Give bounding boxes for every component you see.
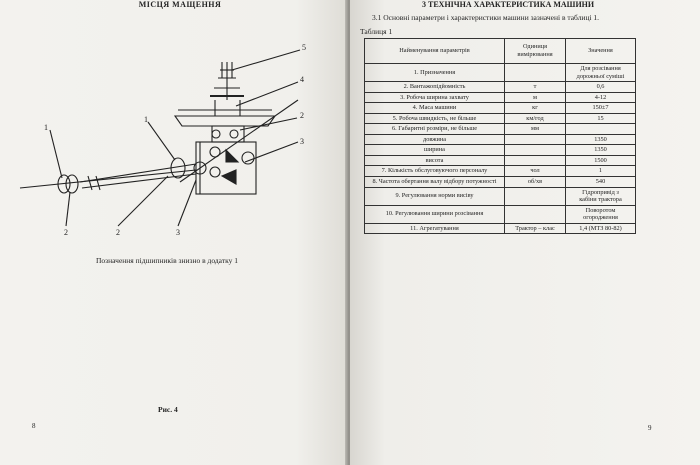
- value-line: 540: [595, 178, 606, 186]
- table-row: [365, 113, 636, 124]
- bearing-circle: [230, 130, 238, 138]
- value-line: 4-12: [594, 93, 607, 101]
- value-line: дорожньої суміші: [576, 72, 625, 80]
- parameter-unit: [505, 205, 566, 223]
- column-header: Значення: [566, 39, 636, 64]
- bevel-gear: [222, 170, 236, 184]
- leader-line: [178, 180, 196, 226]
- parameter-value: [566, 64, 636, 82]
- parameter-unit: Трактор – клас: [505, 223, 566, 234]
- parameter-unit: [505, 187, 566, 205]
- parameter-name: 6. Габаритні розміри, не більше: [365, 124, 505, 135]
- bevel-gear: [226, 150, 238, 162]
- parameter-name: 2. Вантажопідйомність: [365, 82, 505, 93]
- parameter-unit: т: [505, 82, 566, 93]
- value-line: 150±7: [592, 104, 609, 112]
- value-line: 1,4 (МТЗ 80-82): [579, 224, 622, 232]
- parameter-unit: [505, 134, 566, 145]
- parameter-value: [566, 103, 636, 114]
- spinner-disc: [175, 116, 275, 126]
- figure-caption: Позначення підшипників знизно в додатку 1: [96, 256, 239, 265]
- parameter-name: 11. Агрегатування: [365, 223, 505, 234]
- parameter-name: 3. Робоча ширина захвату: [365, 92, 505, 103]
- table-row: [365, 92, 636, 103]
- parameter-name: ширина: [365, 145, 505, 156]
- callout-label: 5: [302, 43, 306, 52]
- value-line: 1350: [594, 146, 607, 154]
- parameter-unit: об/хв: [505, 177, 566, 188]
- parameter-value: [566, 223, 636, 234]
- callout-label: 3: [300, 137, 304, 146]
- value-line: 15: [597, 114, 604, 122]
- left-page: [0, 0, 348, 465]
- table-row: [365, 103, 636, 114]
- parameter-name: висота: [365, 155, 505, 166]
- value-line: 0,6: [596, 83, 605, 91]
- leader-line: [245, 142, 298, 162]
- table-header-row: [365, 39, 636, 64]
- leader-line: [66, 192, 70, 226]
- parameter-name: 5. Робоча швидкість, не більше: [365, 113, 505, 124]
- callout-label: 2: [300, 111, 304, 120]
- callout-label: 1: [144, 115, 148, 124]
- section-intro: 3.1 Основні параметри і характеристики машини зазначені в таблиці 1.: [372, 13, 600, 22]
- parameter-unit: м: [505, 92, 566, 103]
- parameter-name: довжина: [365, 134, 505, 145]
- right-page: [350, 0, 700, 465]
- section-title: 3 ТЕХНІЧНА ХАРАКТЕРИСТИКА МАШИНИ: [422, 0, 595, 9]
- parameter-unit: чол: [505, 166, 566, 177]
- parameter-value: [566, 134, 636, 145]
- value-line: Гідропривід з: [582, 188, 619, 196]
- table-row: [365, 166, 636, 177]
- leader-line: [240, 118, 297, 130]
- bearing-circle: [242, 152, 254, 164]
- bearing-circle: [210, 167, 220, 177]
- parameter-name: 1. Призначення: [365, 64, 505, 82]
- value-line: 1: [598, 167, 603, 175]
- parameter-value: [566, 166, 636, 177]
- spec-table: [364, 38, 636, 234]
- table-label: Таблиця 1: [360, 27, 393, 36]
- callout-label: 4: [300, 75, 304, 84]
- column-header: Одиниця вимірювання: [505, 39, 566, 64]
- table-row: [365, 223, 636, 234]
- value-line: кабіни трактора: [579, 196, 622, 204]
- page-number: 8: [32, 422, 36, 430]
- value-line: Поворотом: [585, 206, 616, 214]
- value-line: огородження: [583, 214, 618, 222]
- parameter-unit: км/год: [505, 113, 566, 124]
- callout-label: 3: [176, 228, 180, 237]
- value-line: Для розсівання: [580, 65, 621, 72]
- parameter-value: [566, 177, 636, 188]
- table-row: [365, 82, 636, 93]
- parameter-value: [566, 155, 636, 166]
- parameter-name: 8. Частота обертання валу відбору потужності: [365, 177, 505, 188]
- table-row: [365, 124, 636, 135]
- leader-line: [236, 82, 298, 106]
- parameter-value: [566, 187, 636, 205]
- bearing-circle: [210, 147, 220, 157]
- table-row: [365, 155, 636, 166]
- callout-label: 1: [44, 123, 48, 132]
- parameter-value: [566, 113, 636, 124]
- parameter-unit: [505, 155, 566, 166]
- leader-line: [180, 100, 298, 182]
- figure-label: Рис. 4: [158, 405, 178, 414]
- table-row: [365, 205, 636, 223]
- parameter-unit: [505, 145, 566, 156]
- table-row: [365, 64, 636, 82]
- parameter-unit: кг: [505, 103, 566, 114]
- parameter-value: [566, 124, 636, 135]
- leader-line: [148, 122, 175, 160]
- lubrication-diagram: [0, 30, 340, 250]
- value-line: 1350: [594, 135, 607, 143]
- parameter-name: 7. Кількість обслуговуючого персоналу: [365, 166, 505, 177]
- table-row: [365, 177, 636, 188]
- parameter-value: [566, 92, 636, 103]
- callout-label: 2: [116, 228, 120, 237]
- parameter-unit: [505, 64, 566, 82]
- parameter-unit: мм: [505, 124, 566, 135]
- parameter-name: 4. Маса машини: [365, 103, 505, 114]
- column-header: Найменування параметрів: [365, 39, 505, 64]
- leader-line: [118, 176, 168, 226]
- table-row: [365, 134, 636, 145]
- leader-line: [232, 50, 300, 70]
- table-row: [365, 145, 636, 156]
- page-number: 9: [648, 424, 652, 432]
- parameter-value: [566, 82, 636, 93]
- leader-line: [50, 130, 62, 178]
- value-line: 1500: [594, 156, 607, 164]
- callout-label: 2: [64, 228, 68, 237]
- parameter-value: [566, 205, 636, 223]
- left-page-header: МІСЦЯ МАЩЕННЯ: [138, 0, 222, 9]
- parameter-name: 10. Регулювання ширини розсівання: [365, 205, 505, 223]
- parameter-value: [566, 145, 636, 156]
- bearing-circle: [212, 130, 220, 138]
- table-row: [365, 187, 636, 205]
- parameter-name: 9. Регулювання норми висіву: [365, 187, 505, 205]
